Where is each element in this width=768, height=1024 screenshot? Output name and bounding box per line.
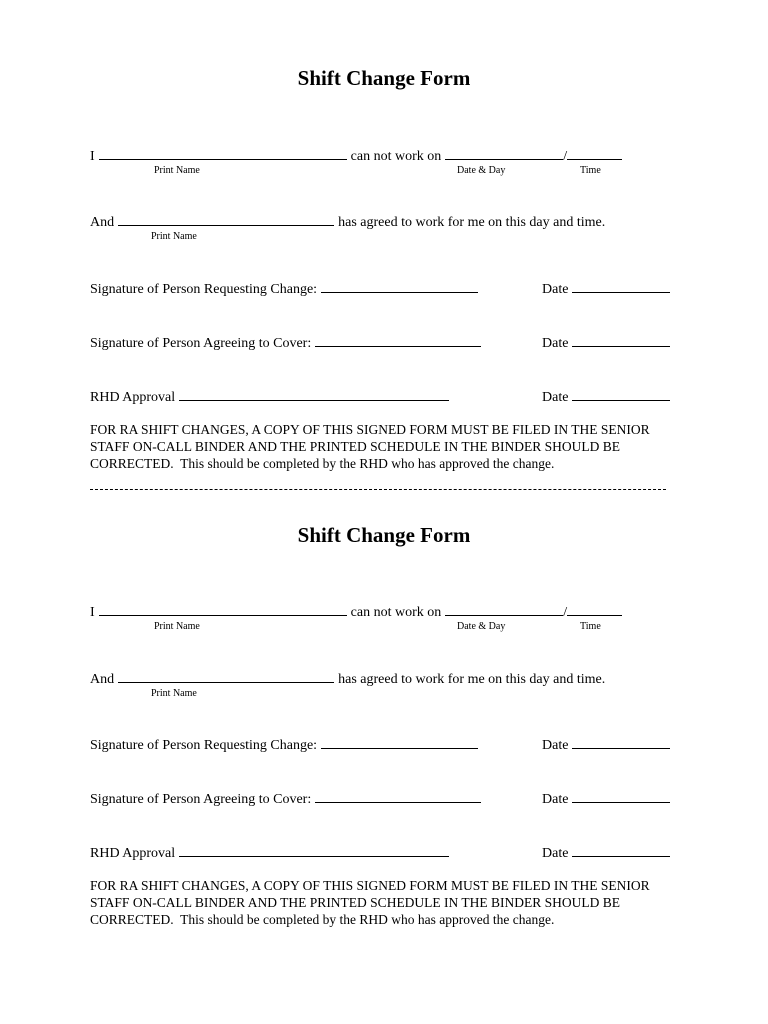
date-day-caption: Date & Day xyxy=(457,621,506,632)
requesting-signature-line: Signature of Person Requesting Change: xyxy=(90,735,482,755)
form-title: Shift Change Form xyxy=(297,66,471,90)
filing-notice: FOR RA SHIFT CHANGES, A COPY OF THIS SIGNED FORM MUST BE FILED IN THE SENIOR STAFF ON-CALL BINDER AND THE PRINTED SCHEDULE IN THE BINDER SHOULD BE CORRECTED. This should be completed by the RHD who has approved the change. xyxy=(90,422,650,471)
requesting-signature-field[interactable] xyxy=(321,279,478,293)
date-day-caption: Date & Day xyxy=(457,165,506,176)
filing-notice: FOR RA SHIFT CHANGES, A COPY OF THIS SIGNED FORM MUST BE FILED IN THE SENIOR STAFF ON-CALL BINDER AND THE PRINTED SCHEDULE IN THE BINDER SHOULD BE CORRECTED. This should be completed by the RHD who has approved the change. xyxy=(90,878,650,927)
rhd-approval-line: RHD Approval xyxy=(90,843,453,863)
cover-date-field[interactable] xyxy=(572,789,670,803)
rhd-approval-field[interactable] xyxy=(179,387,449,401)
rhd-date-field[interactable] xyxy=(572,387,670,401)
print-name-caption: Print Name xyxy=(151,688,197,699)
requesting-date-line: Date xyxy=(542,279,670,299)
requesting-date-field[interactable] xyxy=(572,735,670,749)
cover-signature-line: Signature of Person Agreeing to Cover: xyxy=(90,333,485,353)
cover-date-field[interactable] xyxy=(572,333,670,347)
time-caption: Time xyxy=(580,621,601,632)
cover-name-field[interactable] xyxy=(118,669,334,683)
time-field[interactable] xyxy=(567,146,622,160)
rhd-date-line: Date xyxy=(542,843,670,863)
rhd-approval-field[interactable] xyxy=(179,843,449,857)
date-day-field[interactable] xyxy=(445,602,563,616)
cannot-work-line: I can not work on / xyxy=(90,602,626,622)
rhd-date-field[interactable] xyxy=(572,843,670,857)
time-field[interactable] xyxy=(567,602,622,616)
cannot-work-line: I can not work on / xyxy=(90,146,626,166)
agreed-line: And has agreed to work for me on this day and time. xyxy=(90,212,605,232)
requesting-date-line: Date xyxy=(542,735,670,755)
print-name-caption: Print Name xyxy=(154,621,200,632)
cover-signature-line: Signature of Person Agreeing to Cover: xyxy=(90,789,485,809)
time-caption: Time xyxy=(580,165,601,176)
requesting-signature-line: Signature of Person Requesting Change: xyxy=(90,279,482,299)
agreed-line: And has agreed to work for me on this day and time. xyxy=(90,669,605,689)
cover-signature-field[interactable] xyxy=(315,333,481,347)
requesting-date-field[interactable] xyxy=(572,279,670,293)
print-name-caption: Print Name xyxy=(151,231,197,242)
cover-signature-field[interactable] xyxy=(315,789,481,803)
print-name-field[interactable] xyxy=(99,146,347,160)
form-title: Shift Change Form xyxy=(297,523,471,547)
print-name-caption: Print Name xyxy=(154,165,200,176)
cover-name-field[interactable] xyxy=(118,212,334,226)
requesting-signature-field[interactable] xyxy=(321,735,478,749)
cover-date-line: Date xyxy=(542,333,670,353)
date-day-field[interactable] xyxy=(445,146,563,160)
rhd-approval-line: RHD Approval xyxy=(90,387,453,407)
rhd-date-line: Date xyxy=(542,387,670,407)
print-name-field[interactable] xyxy=(99,602,347,616)
cut-line-divider xyxy=(90,489,666,490)
cover-date-line: Date xyxy=(542,789,670,809)
